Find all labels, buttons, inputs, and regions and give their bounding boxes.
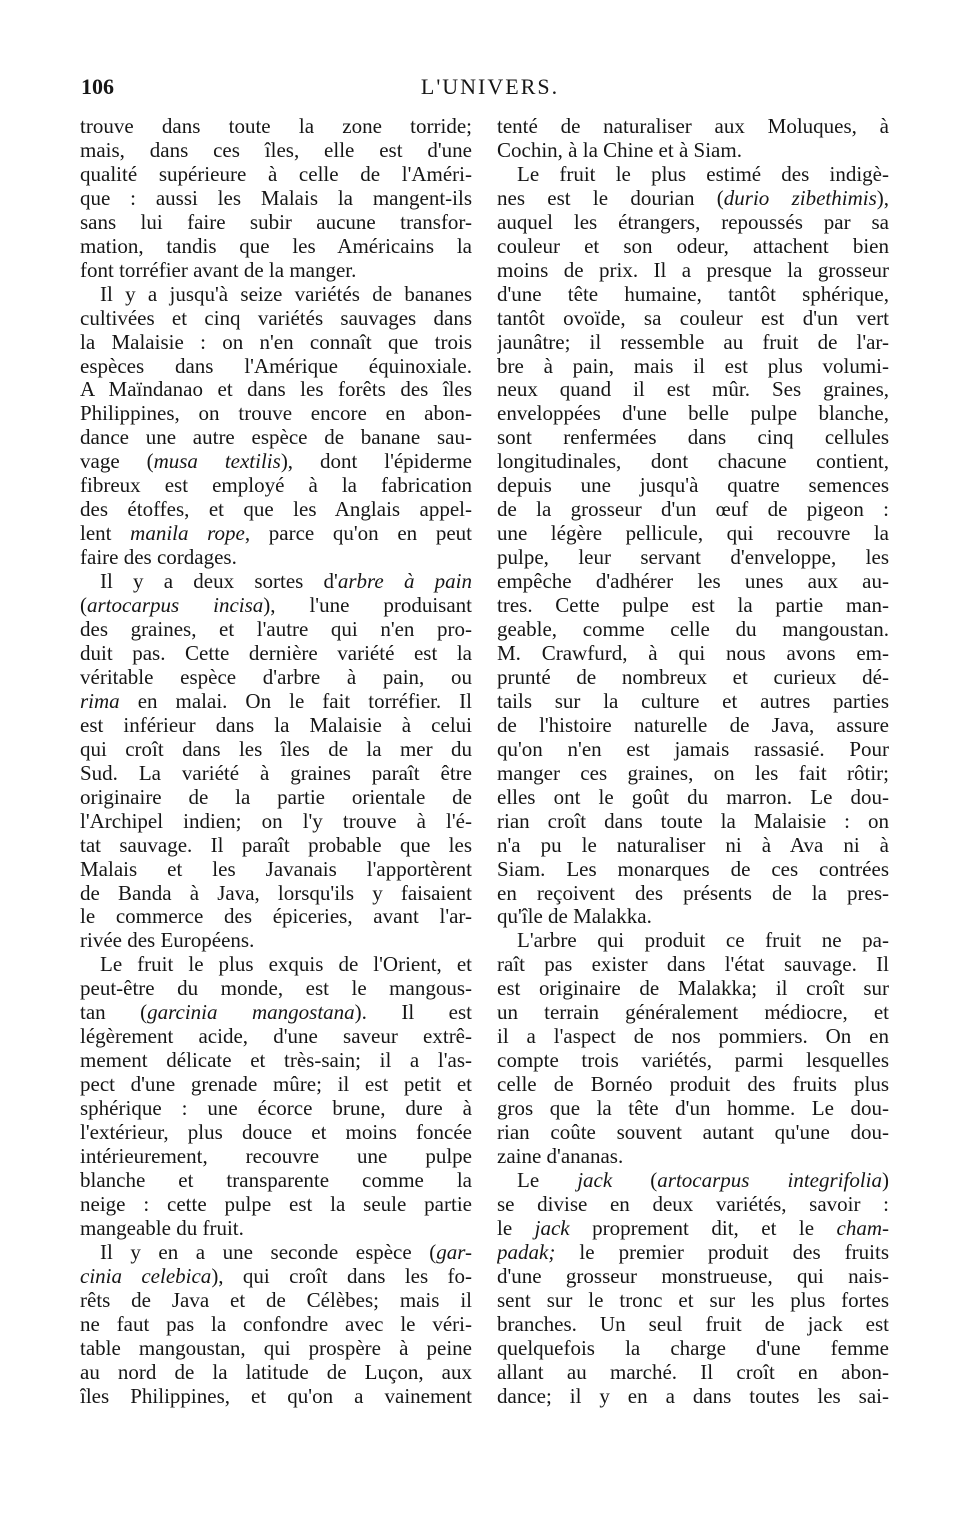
text-segment: Le fruit le plus estimé des indigè- <box>517 162 889 186</box>
text-segment: A Maïndanao et dans les forêts des îles <box>80 378 472 402</box>
text-segment: qui croît dans les îles de la mer du <box>80 737 472 761</box>
text-segment: raît pas exister dans l'état sauvage. Il <box>497 953 889 977</box>
text-segment: de l'histoire naturelle de Java, assure <box>497 713 889 737</box>
text-line <box>497 115 889 139</box>
text-line <box>497 1289 889 1313</box>
text-segment: tres. Cette pulpe est la partie man- <box>497 594 889 618</box>
text-segment: rian croît dans toute la Malaisie : on <box>497 809 889 833</box>
text-line <box>497 307 889 331</box>
text-line <box>80 331 472 355</box>
text-line <box>497 1217 889 1241</box>
text-line <box>497 618 889 642</box>
text-line <box>80 738 472 762</box>
text-line <box>80 570 472 594</box>
text-line <box>497 714 889 738</box>
text-line <box>497 690 889 714</box>
text-segment: Siam. Les monarques de ces contrées <box>497 857 889 881</box>
text-line <box>80 474 472 498</box>
text-line <box>80 1073 472 1097</box>
text-line <box>497 977 889 1001</box>
text-line <box>497 1193 889 1217</box>
text-line <box>497 594 889 618</box>
text-segment: se divise en deux variétés, savoir : <box>497 1192 889 1216</box>
text-segment: des graines, et l'autre qui n'en pro- <box>80 618 472 642</box>
text-segment: pulpe, leur servant d'enveloppe, les <box>497 546 889 570</box>
text-line <box>80 450 472 474</box>
text-line <box>497 522 889 546</box>
text-segment: auquel les étrangers, repoussés par sa <box>497 210 889 234</box>
text-line <box>497 331 889 355</box>
text-segment: ). Il est <box>354 1001 472 1025</box>
text-segment: la Malaisie : on n'en connaît que trois <box>80 330 472 354</box>
text-segment: Il y a jusqu'à seize variétés de bananes <box>100 282 472 306</box>
text-segment: geable, comme celle du mangoustan. <box>497 618 889 642</box>
text-column-left <box>80 115 472 1408</box>
text-segment: îles Philippines, et qu'on a vainement <box>80 1384 472 1408</box>
text-segment: rêts de Java et de Célèbes; mais il <box>80 1288 472 1312</box>
text-segment: véritable espèce d'arbre à pain, ou <box>80 665 472 689</box>
italic-text: padak; <box>497 1240 556 1264</box>
text-segment: sont renfermées dans cinq cellules <box>497 426 889 450</box>
text-segment: mement délicate et très-sain; il a l'as- <box>80 1049 472 1073</box>
text-segment: vage ( <box>80 450 154 474</box>
text-segment: duit pas. Cette dernière variété est la <box>80 641 472 665</box>
text-segment: mangeable du fruit. <box>80 1216 244 1240</box>
text-segment: Le fruit le plus exquis de l'Orient, et <box>100 953 472 977</box>
text-segment: pect d'une grenade mûre; il est petit et <box>80 1073 472 1097</box>
text-line <box>497 426 889 450</box>
text-line <box>80 1313 472 1337</box>
text-line <box>80 1385 472 1409</box>
text-segment: mais, dans ces îles, elle est d'une <box>80 138 472 162</box>
text-line <box>497 1385 889 1409</box>
text-line <box>80 929 472 953</box>
text-line <box>497 402 889 426</box>
text-segment: L'arbre qui produit ce fruit ne pa- <box>517 929 889 953</box>
text-line <box>497 905 889 929</box>
text-line <box>80 1001 472 1025</box>
text-segment: espèces dans l'Amérique équinoxiale. <box>80 354 472 378</box>
text-line <box>497 1073 889 1097</box>
text-segment: au nord de la latitude de Luçon, aux <box>80 1360 472 1384</box>
text-line <box>497 786 889 810</box>
text-line <box>80 1121 472 1145</box>
text-line <box>80 642 472 666</box>
text-line <box>80 1025 472 1049</box>
text-line <box>80 1337 472 1361</box>
text-line <box>497 139 889 163</box>
text-line <box>497 1241 889 1265</box>
text-line <box>497 1265 889 1289</box>
text-segment: M. Crawfurd, à qui nous avons em- <box>497 641 889 665</box>
text-segment: allant au marché. Il croît en abon- <box>497 1360 889 1384</box>
running-head: L'UNIVERS. <box>420 74 560 99</box>
text-segment: rivée des Européens. <box>80 929 255 953</box>
text-segment: mation, tandis que les Américains la <box>80 234 472 258</box>
text-line <box>497 1145 889 1169</box>
text-segment: de la grosseur d'un œuf de pigeon : <box>497 498 889 522</box>
text-segment: ), <box>876 186 889 210</box>
text-line <box>497 498 889 522</box>
text-segment: empêche d'adhérer les unes aux au- <box>497 570 889 594</box>
text-segment: proprement dit, et le <box>569 1216 837 1240</box>
text-segment: des étoffes, et que les Anglais appel- <box>80 498 472 522</box>
text-segment: couleur et son odeur, attachent bien <box>497 234 889 258</box>
italic-text: cham- <box>836 1216 889 1240</box>
text-segment: de Banda à Java, lorsqu'ils y faisaient <box>80 881 472 905</box>
text-line <box>497 1169 889 1193</box>
text-line <box>80 1145 472 1169</box>
text-line <box>80 307 472 331</box>
text-line <box>497 666 889 690</box>
text-segment: dance une autre espèce de banane sau- <box>80 426 472 450</box>
text-segment: zaine d'ananas. <box>497 1144 624 1168</box>
text-segment: rian coûte souvent autant qu'une dou- <box>497 1121 889 1145</box>
text-segment: Le <box>517 1168 578 1192</box>
text-line <box>497 1025 889 1049</box>
text-line <box>80 522 472 546</box>
text-segment: Il y en a une seconde espèce ( <box>100 1240 437 1264</box>
italic-text: gar- <box>436 1240 472 1264</box>
text-line <box>497 1049 889 1073</box>
text-line <box>80 977 472 1001</box>
text-line <box>80 714 472 738</box>
text-line <box>497 235 889 259</box>
text-line <box>80 810 472 834</box>
text-line <box>497 355 889 379</box>
text-segment: peut-être du monde, est le mangous- <box>80 977 472 1001</box>
text-segment: est inférieur dans la Malaisie à celui <box>80 713 472 737</box>
text-segment: Malais et les Javanais l'apportèrent <box>80 857 472 881</box>
text-segment: nes est le dourian ( <box>497 186 724 210</box>
text-line <box>497 738 889 762</box>
italic-text: cinia celebica <box>80 1264 212 1288</box>
text-line <box>80 594 472 618</box>
text-segment: faire des cordages. <box>80 546 237 570</box>
text-segment: tantôt ovoïde, sa couleur est d'un vert <box>497 306 889 330</box>
text-line <box>497 953 889 977</box>
text-segment: manger ces graines, on les fait rôtir; <box>497 761 889 785</box>
text-line <box>80 355 472 379</box>
text-segment: celle de Bornéo produit des fruits plus <box>497 1073 889 1097</box>
text-line <box>80 211 472 235</box>
text-segment: tails sur la culture et autres parties <box>497 689 889 713</box>
text-segment: trouve dans toute la zone torride; <box>80 115 472 138</box>
text-segment: l'extérieur, plus douce et moins foncée <box>80 1121 472 1145</box>
italic-text: garcinia mangostana <box>147 1001 355 1025</box>
text-segment: depuis une jusqu'à quatre semences <box>497 474 889 498</box>
text-line <box>497 259 889 283</box>
text-line <box>497 1097 889 1121</box>
text-line <box>80 786 472 810</box>
text-segment: ( <box>612 1168 658 1192</box>
text-segment: tenté de naturaliser aux Moluques, à <box>497 115 889 138</box>
text-line <box>80 283 472 307</box>
text-segment: Philippines, on trouve encore en abon- <box>80 402 472 426</box>
text-segment: sans lui faire subir aucune transfor- <box>80 210 472 234</box>
text-segment: d'une tête humaine, tantôt sphérique, <box>497 282 889 306</box>
text-line <box>80 1241 472 1265</box>
text-line <box>80 1289 472 1313</box>
text-segment: que : aussi les Malais la mangent-ils <box>80 186 472 210</box>
text-column-right <box>497 115 889 1408</box>
text-line <box>80 618 472 642</box>
text-segment: prunté de nombreux et curieux dé- <box>497 665 889 689</box>
text-line <box>80 163 472 187</box>
text-line <box>80 426 472 450</box>
text-line <box>80 1049 472 1073</box>
page-number: 106 <box>81 74 114 99</box>
text-segment: dance; il y en a dans toutes les sai- <box>497 1384 889 1408</box>
text-line <box>80 139 472 163</box>
text-segment: , parce qu'on en peut <box>244 522 472 546</box>
text-line <box>497 546 889 570</box>
text-line <box>497 474 889 498</box>
text-line <box>497 1001 889 1025</box>
text-line <box>497 810 889 834</box>
text-line <box>497 642 889 666</box>
text-segment: Il y a deux sortes d' <box>100 570 338 594</box>
text-line <box>80 187 472 211</box>
text-segment: Cochin, à la Chine et à Siam. <box>497 138 742 162</box>
text-segment: intérieurement, recouvre une pulpe <box>80 1144 472 1168</box>
text-line <box>497 1337 889 1361</box>
text-segment: est originaire de Malakka; il croît sur <box>497 977 889 1001</box>
text-segment: ), qui croît dans les fo- <box>211 1264 472 1288</box>
text-segment: Sud. La variété à graines paraît être <box>80 761 472 785</box>
text-segment: ), l'une produisant <box>263 594 472 618</box>
text-segment: enveloppées d'une belle pulpe blanche, <box>497 402 889 426</box>
text-segment: blanche et transparente comme la <box>80 1168 472 1192</box>
text-line <box>497 1361 889 1385</box>
text-segment: l'Archipel indien; on l'y trouve à l'é- <box>80 809 472 833</box>
text-line <box>497 283 889 307</box>
text-segment: sent sur le tronc et sur les plus fortes <box>497 1288 889 1312</box>
text-line <box>80 259 472 283</box>
text-line <box>497 570 889 594</box>
text-line <box>497 858 889 882</box>
text-segment: bre à pain, mais il est plus volumi- <box>497 354 889 378</box>
text-segment: compte trois variétés, parmi lesquelles <box>497 1049 889 1073</box>
text-line <box>497 1121 889 1145</box>
text-line <box>80 905 472 929</box>
text-segment: neux quand il est mûr. Ses graines, <box>497 378 889 402</box>
text-segment: qualité supérieure à celle de l'Améri- <box>80 162 472 186</box>
text-segment: ) <box>882 1168 889 1192</box>
text-segment: neige : cette pulpe est la seule partie <box>80 1192 472 1216</box>
text-segment: fibreux est employé à la fabrication <box>80 474 472 498</box>
text-line <box>80 666 472 690</box>
text-segment: le premier produit des fruits <box>555 1240 889 1264</box>
text-line <box>80 953 472 977</box>
text-line <box>80 858 472 882</box>
text-segment: en malai. On le fait torréfier. Il <box>119 689 472 713</box>
italic-text: artocarpus integrifolia <box>657 1168 882 1192</box>
text-segment: gros que la tête d'un homme. Le dou- <box>497 1097 889 1121</box>
text-line <box>80 1169 472 1193</box>
text-segment: une légère pellicule, qui recouvre la <box>497 522 889 546</box>
text-line <box>497 929 889 953</box>
text-segment: table mangoustan, qui prospère à peine <box>80 1336 472 1360</box>
text-line <box>80 834 472 858</box>
italic-text: arbre à pain <box>337 570 472 594</box>
text-segment: qu'île de Malakka. <box>497 905 652 929</box>
text-segment: ), dont l'épiderme <box>280 450 472 474</box>
italic-text: artocarpus incisa <box>87 594 264 618</box>
text-line <box>497 834 889 858</box>
text-line <box>80 762 472 786</box>
text-line <box>497 450 889 474</box>
text-segment: jaunâtre; il ressemble au fruit de l'ar- <box>497 330 889 354</box>
text-segment: il a l'aspect de nos pommiers. On en <box>497 1025 889 1049</box>
text-line <box>80 1361 472 1385</box>
text-line <box>80 378 472 402</box>
text-segment: branches. Un seul fruit de jack est <box>497 1312 889 1336</box>
text-segment: tat sauvage. Il paraît probable que les <box>80 833 472 857</box>
text-line <box>497 882 889 906</box>
text-line <box>80 1193 472 1217</box>
text-segment: sphérique : une écorce brune, dure à <box>80 1097 472 1121</box>
text-segment: d'une grosseur monstrueuse, qui nais- <box>497 1264 889 1288</box>
text-segment: ne faut pas la confondre avec le véri- <box>80 1312 472 1336</box>
text-line <box>80 498 472 522</box>
text-line <box>497 211 889 235</box>
text-line <box>80 1097 472 1121</box>
text-segment: le commerce des épiceries, avant l'ar- <box>80 905 472 929</box>
text-segment: quelquefois la charge d'une femme <box>497 1336 889 1360</box>
text-line <box>80 1217 472 1241</box>
text-segment: tan ( <box>80 1001 148 1025</box>
italic-text: jack <box>577 1168 613 1192</box>
italic-text: jack <box>534 1216 570 1240</box>
text-segment: en reçoivent des présents de la pres- <box>497 881 889 905</box>
text-segment: cultivées et cinq variétés sauvages dans <box>80 306 472 330</box>
text-line <box>497 163 889 187</box>
italic-text: manila rope <box>130 522 245 546</box>
text-line <box>80 882 472 906</box>
text-segment: légèrement acide, d'une saveur extrê- <box>80 1025 472 1049</box>
text-segment: ( <box>80 594 87 618</box>
text-line <box>80 690 472 714</box>
text-line <box>497 378 889 402</box>
italic-text: musa textilis <box>153 450 281 474</box>
text-line <box>80 402 472 426</box>
text-segment: moins de prix. Il a presque la grosseur <box>497 258 889 282</box>
text-segment: longitudinales, dont chacune contient, <box>497 450 889 474</box>
italic-text: rima <box>80 689 120 713</box>
text-segment: font torréfier avant de la manger. <box>80 258 357 282</box>
text-line <box>80 1265 472 1289</box>
text-segment: originaire de la partie orientale de <box>80 785 472 809</box>
text-line <box>497 1313 889 1337</box>
text-segment: elles ont le goût du marron. Le dou- <box>497 785 889 809</box>
text-segment: qu'on n'en est jamais rassasié. Pour <box>497 737 889 761</box>
text-line <box>80 546 472 570</box>
text-segment: n'a pu le naturaliser ni à Ava ni à <box>497 833 889 857</box>
text-line <box>497 762 889 786</box>
text-line <box>80 235 472 259</box>
text-line <box>497 187 889 211</box>
text-segment: un terrain généralement médiocre, et <box>497 1001 889 1025</box>
text-line <box>80 115 472 139</box>
italic-text: durio zibethimis <box>723 186 877 210</box>
text-segment: le <box>497 1216 535 1240</box>
text-segment: lent <box>80 522 131 546</box>
